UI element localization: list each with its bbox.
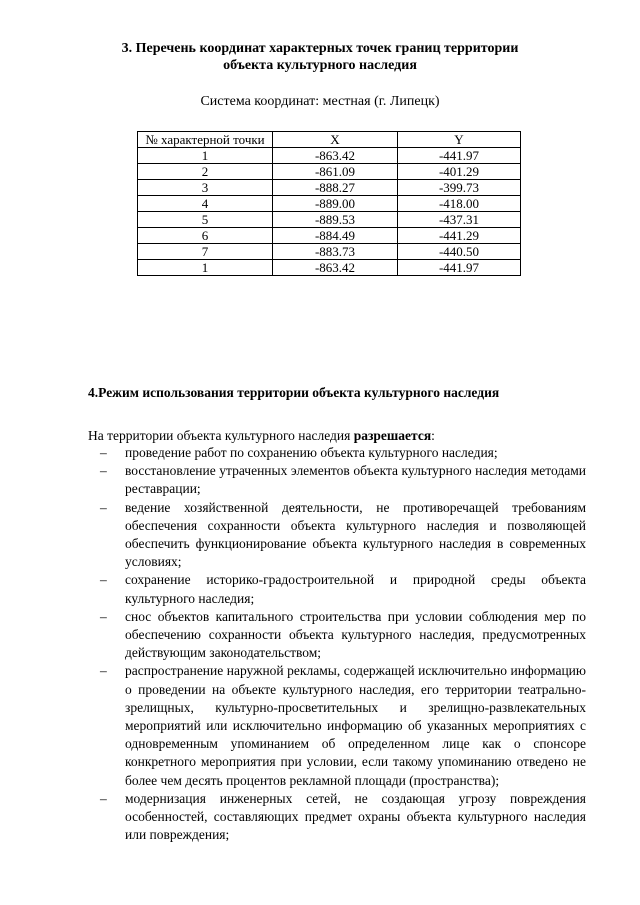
table-body [138, 148, 521, 276]
header-point-number: № характерной точки [138, 132, 273, 148]
cell-y: -441.97 [398, 260, 521, 276]
list-item-text: восстановление утраченных элементов объекта культурного наследия методами реставрации; [125, 463, 586, 497]
dash-bullet: – [100, 499, 107, 515]
section-4-title: 4.Режим использования территории объекта культурного наследия [88, 385, 500, 400]
list-item-text: снос объектов капитального строительства при условии соблюдения мер по обеспечению сохранности объекта культурного наследия, предусмотренных действующим законодательством; [125, 608, 586, 661]
cell-y: -440.50 [398, 244, 521, 260]
intro-bold-word: разрешается [353, 428, 432, 443]
table-header-row [138, 132, 521, 148]
list-item [88, 462, 586, 498]
cell-x: -889.53 [273, 212, 398, 228]
cell-y: -418.00 [398, 196, 521, 212]
cell-x: -861.09 [273, 164, 398, 180]
intro-colon: : [431, 428, 435, 443]
table-row [138, 260, 521, 276]
list-item [88, 608, 586, 663]
table-row [138, 196, 521, 212]
table-row [138, 228, 521, 244]
cell-point-number: 4 [138, 196, 273, 212]
cell-point-number: 2 [138, 164, 273, 180]
allowed-intro [88, 427, 435, 444]
cell-y: -437.31 [398, 212, 521, 228]
cell-y: -441.97 [398, 148, 521, 164]
cell-y: -401.29 [398, 164, 521, 180]
cell-point-number: 1 [138, 260, 273, 276]
table-row [138, 180, 521, 196]
cell-x: -889.00 [273, 196, 398, 212]
list-item [88, 571, 586, 607]
list-item [88, 499, 586, 572]
cell-point-number: 5 [138, 212, 273, 228]
cell-y: -399.73 [398, 180, 521, 196]
cell-x: -888.27 [273, 180, 398, 196]
cell-y: -441.29 [398, 228, 521, 244]
section-3-title-line-1: 3. Перечень координат характерных точек границ территории [121, 41, 519, 56]
section-3-title [60, 40, 580, 74]
list-item-text: проведение работ по сохранению объекта культурного наследия; [125, 445, 498, 460]
dash-bullet: – [100, 445, 107, 460]
cell-x: -883.73 [273, 244, 398, 260]
cell-x: -863.42 [273, 148, 398, 164]
dash-bullet: – [100, 608, 107, 624]
table-row [138, 244, 521, 260]
list-item [88, 444, 586, 462]
list-item-text: сохранение историко-градостроительной и природной среды объекта культурного наследия; [125, 572, 586, 606]
list-item-text: ведение хозяйственной деятельности, не противоречащей требованиям обеспечения сохранности объекта культурного наследия и позволяющей обеспечить функционирование объекта культурного наследия в современных условиях; [125, 499, 586, 570]
header-x: X [273, 132, 398, 148]
table-row [138, 148, 521, 164]
intro-text: На территории объекта культурного наследия [88, 428, 354, 443]
allowed-activities-list [88, 444, 586, 844]
list-item [88, 790, 586, 845]
cell-point-number: 1 [138, 148, 273, 164]
list-item [88, 662, 586, 789]
coordinates-table [137, 131, 521, 276]
header-y: Y [398, 132, 521, 148]
section-3-title-line-2: объекта культурного наследия [223, 58, 417, 73]
coordinate-system-label: Система координат: местная (г. Липецк) [200, 94, 440, 109]
cell-point-number: 6 [138, 228, 273, 244]
dash-bullet: – [100, 463, 107, 479]
cell-point-number: 3 [138, 180, 273, 196]
list-item-text: модернизация инженерных сетей, не создающая угрозу повреждения особенностей, составляющих предмет охраны объекта культурного наследия или повреждения; [125, 790, 586, 843]
dash-bullet: – [100, 790, 107, 806]
dash-bullet: – [100, 572, 107, 588]
cell-x: -863.42 [273, 260, 398, 276]
table-row [138, 212, 521, 228]
list-item-text: распространение наружной рекламы, содержащей исключительно информацию о проведении на объекте культурного наследия, его территории театрально-зрелищных, культурно-просветительных и зрелищно-развлекательных мероприятий или исключительно информацию об указанных мероприятиях с одновременным упоминанием об определенном лице как о спонсоре конкретного мероприятия при условии, если такому упоминанию отведено не более чем десять процентов рекламной площади (пространства); [125, 663, 586, 788]
table-row [138, 164, 521, 180]
cell-x: -884.49 [273, 228, 398, 244]
dash-bullet: – [100, 663, 107, 679]
cell-point-number: 7 [138, 244, 273, 260]
